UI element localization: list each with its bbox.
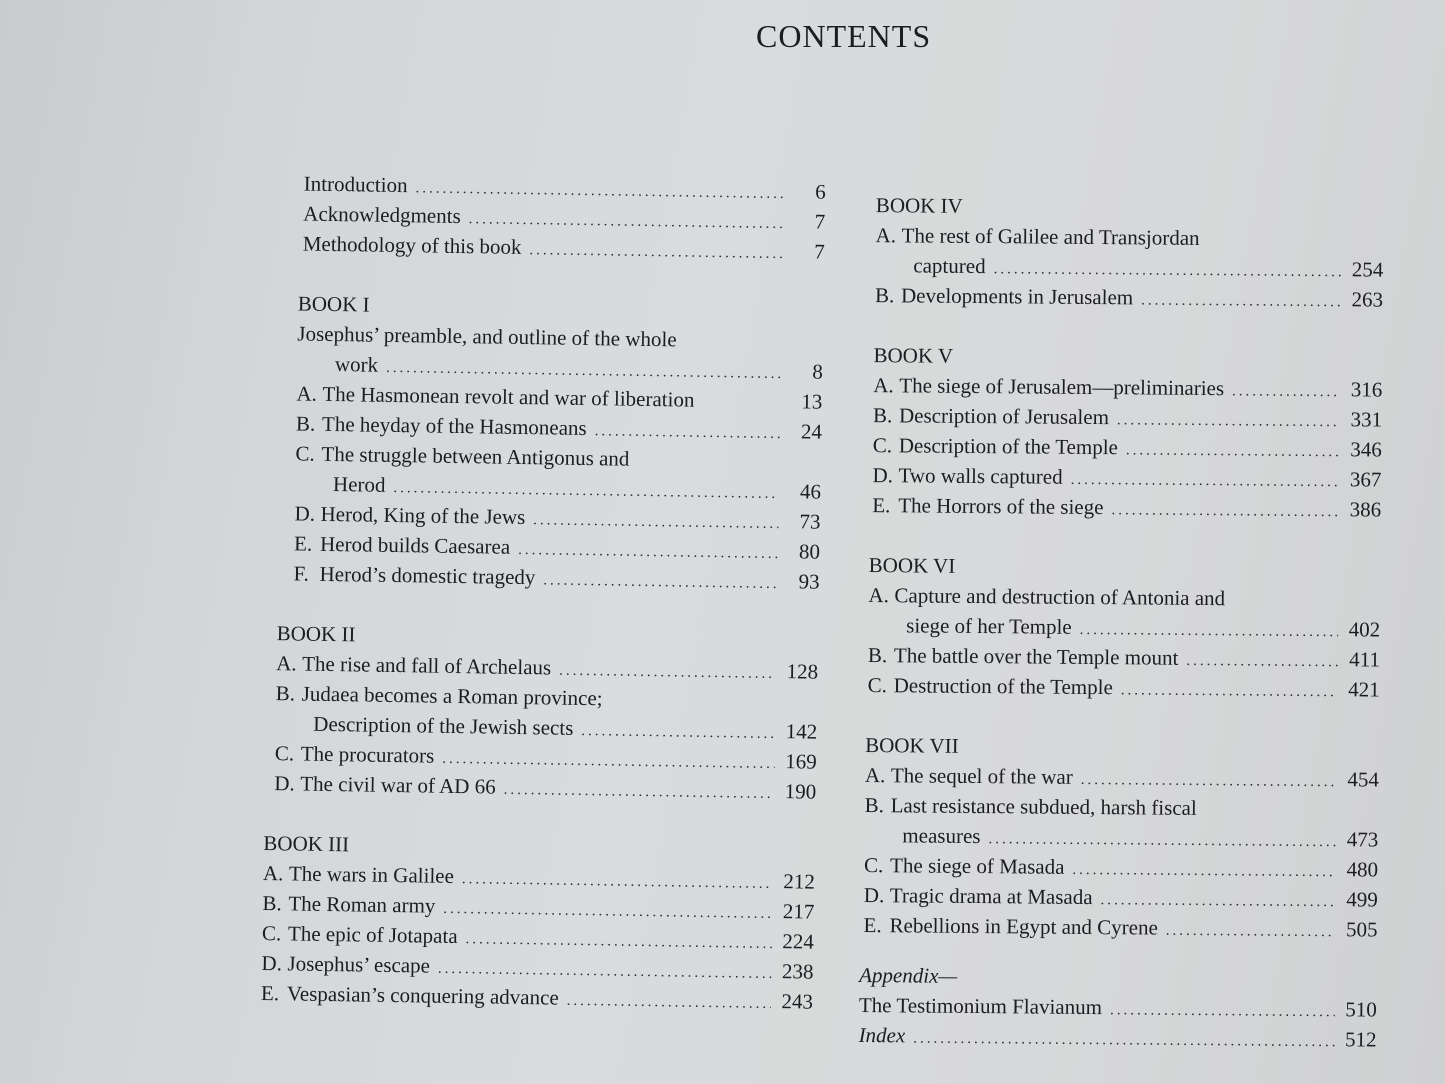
page-number: 93 (798, 569, 820, 594)
page-number: 505 (1345, 917, 1378, 942)
page-number: 243 (781, 989, 814, 1014)
page-number: 473 (1346, 827, 1379, 852)
page-number: 212 (783, 869, 816, 894)
book-heading: BOOK III (263, 830, 350, 857)
page-number: 169 (785, 749, 817, 774)
toc-entry-cont: Description of the Jewish sects ..... 142 (275, 708, 817, 747)
page-number: 254 (1351, 257, 1384, 282)
book-heading: BOOK VI (868, 553, 956, 578)
contents-title: CONTENTS (756, 18, 932, 54)
toc-entry-testimonium: The Testimonium Flavianum ..... 510 (859, 990, 1377, 1025)
toc-entry: A. Capture and destruction of Antonia and (868, 583, 1226, 611)
page-number: 190 (784, 779, 817, 804)
toc-entry: C. The procurators ..... 169 (275, 738, 817, 777)
toc-entry: D. Tragic drama at Masada ..... 499 (864, 880, 1378, 914)
toc-entry: C. Description of the Temple ..... 346 (873, 430, 1382, 464)
book-3-section (257, 828, 816, 1017)
toc-entry-cont: measures ..... 473 (864, 820, 1378, 854)
page-number: 7 (814, 239, 825, 264)
book-2-section (260, 618, 819, 807)
toc-entry: A. The rise and fall of Archelaus ..... 128 (276, 648, 818, 687)
toc-entry: A. The wars in Galilee ..... 212 (263, 858, 815, 897)
toc-entry: A. The Hasmonean revolt and war of liberation 13 (296, 378, 822, 416)
toc-entry: C. The epic of Jotapata ..... 224 (262, 918, 814, 957)
book-5-section (861, 340, 1383, 525)
page-number: 24 (800, 419, 823, 444)
page-number: 331 (1350, 407, 1383, 432)
page-number: 499 (1346, 887, 1378, 912)
toc-entry: B. Description of Jerusalem ..... 331 (873, 400, 1382, 434)
toc-entry: A. The sequel of the war ..... 454 (865, 760, 1379, 794)
toc-entry: C. The siege of Masada ..... 480 (864, 850, 1378, 884)
front-matter (269, 168, 826, 267)
appendix-section (856, 960, 1377, 1055)
toc-left-column (257, 168, 826, 1017)
toc-entry: D. Josephus’ escape ..... 238 (261, 948, 813, 987)
page-number: 73 (799, 509, 821, 534)
toc-entry-preamble: Josephus’ preamble, and outline of the whole (297, 321, 677, 352)
page-number: 6 (815, 179, 826, 204)
toc-entry: D. The civil war of AD 66 ..... 190 (274, 768, 816, 807)
page-number: 217 (782, 899, 815, 924)
toc-entry: E. Rebellions in Egypt and Cyrene ..... 505 (863, 910, 1377, 944)
toc-entry: A. The rest of Galilee and Transjordan (875, 223, 1200, 250)
toc-entry: B. The heyday of the Hasmoneans ..... 24 (296, 408, 822, 446)
book-heading: BOOK IV (875, 193, 963, 218)
toc-entry: B. Last resistance subdued, harsh fiscal (864, 793, 1197, 820)
book-7-section (857, 730, 1379, 945)
toc-entry: B. The Roman army ..... 217 (262, 888, 814, 927)
toc-entry-cont: captured ..... 254 (875, 250, 1383, 284)
toc-entry: D. Two walls captured ..... 367 (872, 460, 1381, 494)
toc-entry-acknowledgments: Acknowledgments ..... 7 (303, 199, 825, 237)
book-heading: BOOK I (297, 291, 370, 317)
page-number: 316 (1350, 377, 1383, 402)
toc-entry: B. Developments in Jerusalem ..... 263 (875, 280, 1383, 314)
toc-entry: E. Vespasian’s conquering advance ..... 243 (261, 978, 813, 1017)
toc-entry: D. Herod, King of the Jews ..... 73 (294, 498, 820, 536)
page-number: 13 (801, 389, 823, 414)
page-number: 386 (1349, 497, 1382, 522)
book-4-section (863, 190, 1384, 315)
page-number: 367 (1349, 467, 1382, 492)
toc-entry: B. The battle over the Temple mount ..... 411 (868, 640, 1380, 674)
page-number: 402 (1348, 617, 1381, 642)
page-number: 8 (812, 359, 824, 384)
toc-entry-index: Index ..... 512 (858, 1020, 1376, 1055)
book-heading: BOOK V (873, 343, 954, 368)
toc-entry: F. Herod’s domestic tragedy ..... 93 (293, 558, 819, 596)
toc-entry-cont: Herod ..... 46 (295, 468, 821, 506)
page-number: 7 (814, 209, 826, 234)
book-heading: BOOK II (276, 621, 356, 647)
toc-entry-introduction: Introduction ..... 6 (304, 169, 826, 207)
page-number: 510 (1345, 997, 1377, 1022)
page-number: 411 (1349, 647, 1381, 672)
book-1-section (263, 288, 824, 597)
toc-right-column (856, 190, 1383, 1055)
book-heading: BOOK VII (865, 733, 959, 758)
page-number: 128 (786, 659, 819, 684)
page-number: 238 (781, 959, 814, 984)
book-6-section (860, 550, 1381, 705)
toc-entry: E. Herod builds Caesarea ..... 80 (294, 528, 820, 566)
page-number: 142 (785, 719, 818, 744)
toc-entry-methodology: Methodology of this book ..... 7 (303, 229, 825, 267)
page-number: 421 (1348, 677, 1380, 702)
toc-entry: E. The Horrors of the siege ..... 386 (872, 490, 1381, 524)
page-number: 46 (799, 479, 822, 504)
page-number: 346 (1350, 437, 1382, 462)
appendix-heading: Appendix— (859, 962, 958, 988)
toc-entry: A. The siege of Jerusalem—preliminaries ..... 316 (873, 370, 1382, 404)
toc-entry: B. Judaea becomes a Roman province; (275, 681, 603, 711)
toc-entry-preamble-cont: work ..... 8 (297, 348, 823, 386)
page-number: 512 (1345, 1027, 1377, 1052)
toc-entry-cont: siege of her Temple ..... 402 (868, 610, 1380, 644)
page-number: 454 (1347, 767, 1379, 792)
toc-entry: C. The struggle between Antigonus and (295, 441, 630, 471)
page-number: 224 (782, 929, 815, 954)
page-number: 263 (1351, 287, 1384, 312)
page-number: 80 (798, 539, 821, 564)
page-number: 480 (1346, 857, 1379, 882)
toc-entry: C. Destruction of the Temple ..... 421 (868, 670, 1380, 704)
